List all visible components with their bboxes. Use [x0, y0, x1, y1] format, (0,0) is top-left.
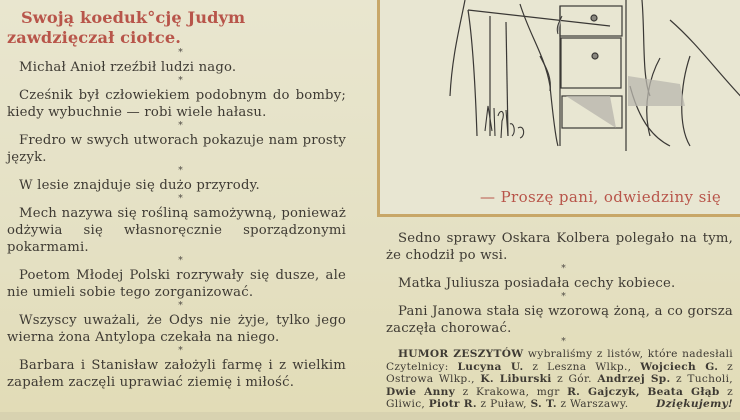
separator-star: *: [178, 121, 183, 131]
credits-paragraph: [386, 348, 733, 411]
separator-star: *: [178, 301, 183, 311]
quote-item: Poetom Młodej Polski rozrywały się dusze, ale nie umieli sobie tego zorganizować.: [7, 268, 346, 300]
quote-item: Sedno sprawy Oskara Kolbera polegało na tym, że chodził po wsi.: [386, 231, 733, 263]
quote-item: Pani Janowa stała się wzorową żoną, a co gorsza zaczęła chorować.: [386, 304, 733, 336]
quote-item: Fredro w swych utworach pokazuje nam prosty język.: [7, 133, 346, 165]
reader-name: Lucyna U.: [457, 360, 524, 373]
separator-star: *: [178, 346, 183, 356]
reader-name: Wojciech G.: [640, 360, 719, 373]
reader-town: z Leszna Wlkp.,: [523, 360, 641, 373]
separator-star: *: [561, 337, 566, 347]
quote-item: Matka Juliusza posiadała cechy kobiece.: [398, 276, 676, 291]
reader-town: z Tucholi,: [670, 373, 733, 385]
reader-name: S. T.: [530, 398, 557, 410]
quote-item: W lesie znajduje się dużo przyrody.: [19, 178, 260, 193]
separator-star: *: [178, 166, 183, 176]
reader-name: Dwie Anny: [386, 385, 456, 398]
quote-item: Wszyscy uważali, że Odys nie żyje, tylko jego wierna żona Antylopa czekała na niego.: [7, 313, 346, 345]
cartoon-caption: — Proszę pani, odwiedziny się: [480, 188, 722, 206]
quote-item: Barbara i Stanisław założyli farmę i z wielkim zapałem zaczęli uprawiać ziemię i miłość.: [7, 358, 346, 390]
reader-town: z Warszawy.: [556, 398, 629, 410]
reader-name: Beata Głąb: [647, 385, 720, 398]
reader-town: z Gór.: [551, 373, 598, 385]
separator-star: *: [561, 264, 566, 274]
separator-star: *: [561, 292, 566, 302]
right-column: [386, 230, 733, 411]
thanks-text: Dziękujemy!: [656, 398, 733, 410]
reader-name: K. Liburski: [480, 373, 552, 385]
reader-town: z Puław,: [476, 398, 531, 410]
headline-quote: Swoją koeduk°cję Judym zawdzięczał ciotce.: [7, 8, 246, 47]
quote-item: Mech nazywa się rośliną samożywną, ponieważ odżywia się własnoręcznie sporządzonymi pokarmami.: [7, 206, 346, 255]
cartoon-drawing-icon: [380, 0, 740, 217]
reader-name: Andrzej Sp.: [597, 373, 671, 385]
page-bottom-edge: [0, 412, 740, 420]
credits-intro: wybraliśmy z listów, które nadesłali Czytelnicy:: [386, 348, 733, 373]
credits-lead: HUMOR ZESZYTÓW: [398, 348, 524, 360]
separator-star: *: [178, 48, 183, 58]
reader-name: Piotr R.: [428, 398, 477, 410]
cartoon-illustration: [377, 0, 740, 217]
separator-star: *: [178, 76, 183, 86]
separator-star: *: [178, 256, 183, 266]
quote-item: Michał Anioł rzeźbił ludzi nago.: [19, 60, 237, 75]
reader-town: z Gliwic,: [386, 385, 733, 410]
separator-star: *: [178, 194, 183, 204]
quote-item: Cześnik był człowiekiem podobnym do bomby; kiedy wybuchnie — robi wiele hałasu.: [7, 88, 346, 120]
left-column: [0, 0, 352, 420]
reader-town: z Krakowa, mgr: [455, 385, 568, 398]
reader-town: z Ostrowa Wlkp.,: [386, 360, 733, 385]
reader-name: R. Gajczyk,: [567, 385, 640, 398]
